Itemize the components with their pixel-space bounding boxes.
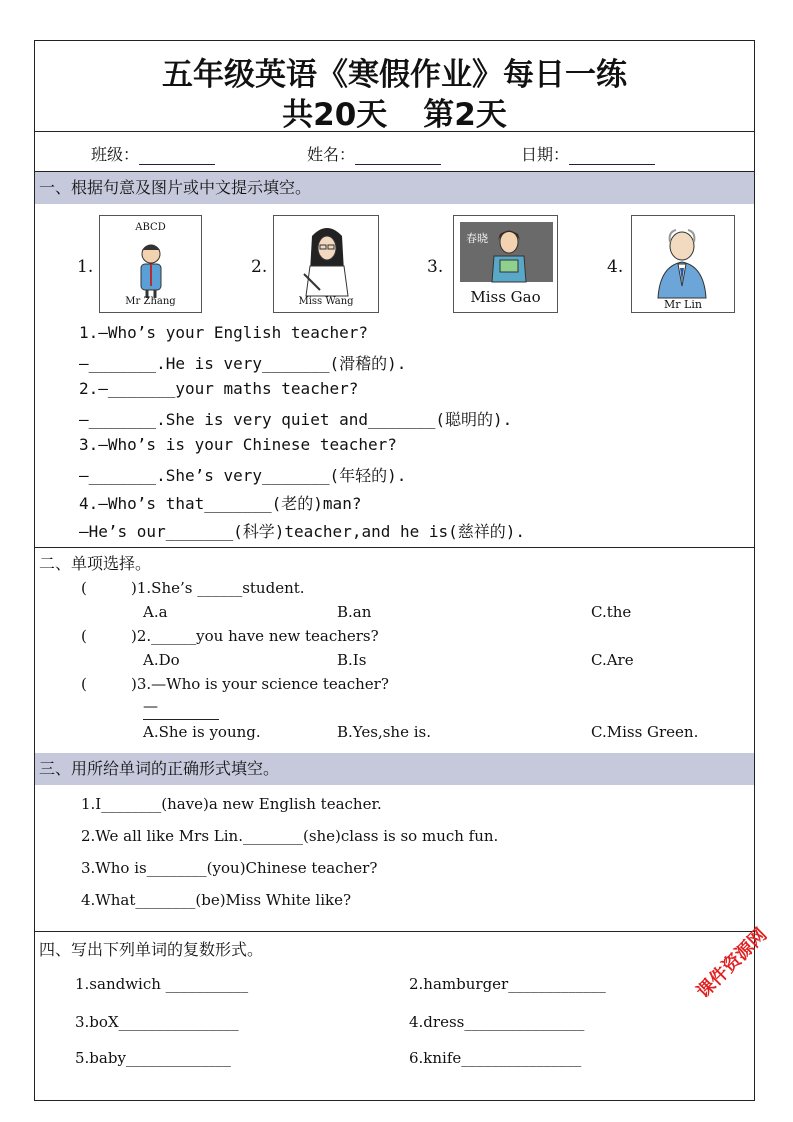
picture-caption: Mr Lin bbox=[664, 298, 702, 311]
s3-line-2[interactable]: 2.We all like Mrs Lin.________(she)class is so much fun. bbox=[81, 827, 499, 845]
picture-mr-lin bbox=[631, 215, 735, 313]
q1-option-b[interactable]: B.an bbox=[337, 603, 372, 621]
day-number: 第2天 bbox=[423, 97, 507, 133]
class-field[interactable] bbox=[91, 142, 215, 165]
s1-line-3[interactable]: 2.—_______your maths teacher? bbox=[79, 379, 359, 398]
s1-line-6[interactable]: —_______.She’s very_______(年轻的). bbox=[79, 466, 407, 485]
picture-mr-zhang bbox=[99, 215, 202, 313]
picture-number: 2. bbox=[251, 257, 268, 277]
board-text: ABCD bbox=[135, 222, 166, 233]
q2-option-b[interactable]: B.Is bbox=[337, 651, 367, 669]
section-divider bbox=[35, 547, 754, 548]
section4-heading: 四、写出下列单词的复数形式。 bbox=[39, 940, 264, 959]
s4-item-6[interactable]: 6.knife________________ bbox=[409, 1049, 582, 1067]
s1-line-4[interactable]: —_______.She is very quiet and_______(聪明的). bbox=[79, 410, 513, 429]
s3-line-1[interactable]: 1.I________(have)a new English teacher. bbox=[81, 795, 382, 813]
section2-heading: 二、单项选择。 bbox=[39, 554, 152, 573]
picture-number: 4. bbox=[607, 257, 624, 277]
worksheet-title: 五年级英语《寒假作业》每日一练 bbox=[162, 57, 627, 93]
s4-item-3[interactable]: 3.boX________________ bbox=[75, 1013, 239, 1031]
q1-option-a[interactable]: A.a bbox=[143, 603, 168, 621]
name-label: 姓名： bbox=[307, 145, 356, 164]
title-box bbox=[35, 41, 754, 132]
picture-miss-wang bbox=[273, 215, 379, 313]
picture-miss-gao bbox=[453, 215, 558, 313]
s1-line-7[interactable]: 4.—Who’s that_______(老的)man? bbox=[79, 494, 362, 513]
section-divider bbox=[35, 931, 754, 932]
board-text: 春晓 bbox=[466, 232, 488, 245]
s4-item-1[interactable]: 1.sandwich ___________ bbox=[75, 975, 249, 993]
answer-paren[interactable]: ( bbox=[81, 627, 87, 645]
q3-stem: )3.—Who is your science teacher? bbox=[131, 675, 389, 693]
total-days: 共20天 bbox=[282, 97, 388, 133]
name-blank[interactable] bbox=[355, 150, 441, 165]
q2-option-c[interactable]: C.Are bbox=[591, 651, 634, 669]
s1-line-1: 1.—Who’s your English teacher? bbox=[79, 323, 368, 342]
q3-option-a[interactable]: A.She is young. bbox=[143, 723, 261, 741]
answer-paren[interactable]: ( bbox=[81, 675, 87, 693]
answer-paren[interactable]: ( bbox=[81, 579, 87, 597]
s1-line-5: 3.—Who’s is your Chinese teacher? bbox=[79, 435, 397, 454]
s3-line-4[interactable]: 4.What________(be)Miss White like? bbox=[81, 891, 352, 909]
q3-option-c[interactable]: C.Miss Green. bbox=[591, 723, 699, 741]
q1-option-c[interactable]: C.the bbox=[591, 603, 632, 621]
picture-caption: Miss Gao bbox=[470, 288, 541, 306]
q2-option-a[interactable]: A.Do bbox=[143, 651, 180, 669]
picture-caption: Miss Wang bbox=[298, 296, 354, 307]
q2-stem: )2.______you have new teachers? bbox=[131, 627, 379, 645]
name-field[interactable] bbox=[307, 142, 441, 165]
q1-stem: )1.She’s ______student. bbox=[131, 579, 305, 597]
worksheet bbox=[34, 40, 755, 1101]
date-field[interactable] bbox=[521, 142, 655, 165]
q3-option-b[interactable]: B.Yes,she is. bbox=[337, 723, 431, 741]
date-label: 日期： bbox=[521, 145, 570, 164]
s1-line-8[interactable]: —He’s our_______(科学)teacher,and he is(慈祥的). bbox=[79, 522, 526, 541]
q3-reply-blank[interactable] bbox=[143, 719, 219, 720]
section1-heading: 一、根据句意及图片或中文提示填空。 bbox=[35, 172, 754, 204]
section3-heading: 三、用所给单词的正确形式填空。 bbox=[35, 753, 754, 785]
s4-item-5[interactable]: 5.baby______________ bbox=[75, 1049, 231, 1067]
worksheet-subtitle bbox=[35, 89, 754, 134]
class-blank[interactable] bbox=[139, 150, 215, 165]
q3-reply: — bbox=[143, 697, 158, 715]
s1-line-2[interactable]: —_______.He is very_______(滑稽的). bbox=[79, 354, 407, 373]
class-label: 班级： bbox=[91, 145, 140, 164]
s3-line-3[interactable]: 3.Who is________(you)Chinese teacher? bbox=[81, 859, 378, 877]
picture-number: 3. bbox=[427, 257, 444, 277]
s4-item-4[interactable]: 4.dress________________ bbox=[409, 1013, 585, 1031]
picture-caption: Mr Zhang bbox=[125, 296, 176, 307]
s4-item-2[interactable]: 2.hamburger_____________ bbox=[409, 975, 606, 993]
date-blank[interactable] bbox=[569, 150, 655, 165]
watermark: 课件资源网 bbox=[692, 924, 772, 1003]
picture-number: 1. bbox=[77, 257, 94, 277]
student-info-row bbox=[35, 131, 754, 172]
